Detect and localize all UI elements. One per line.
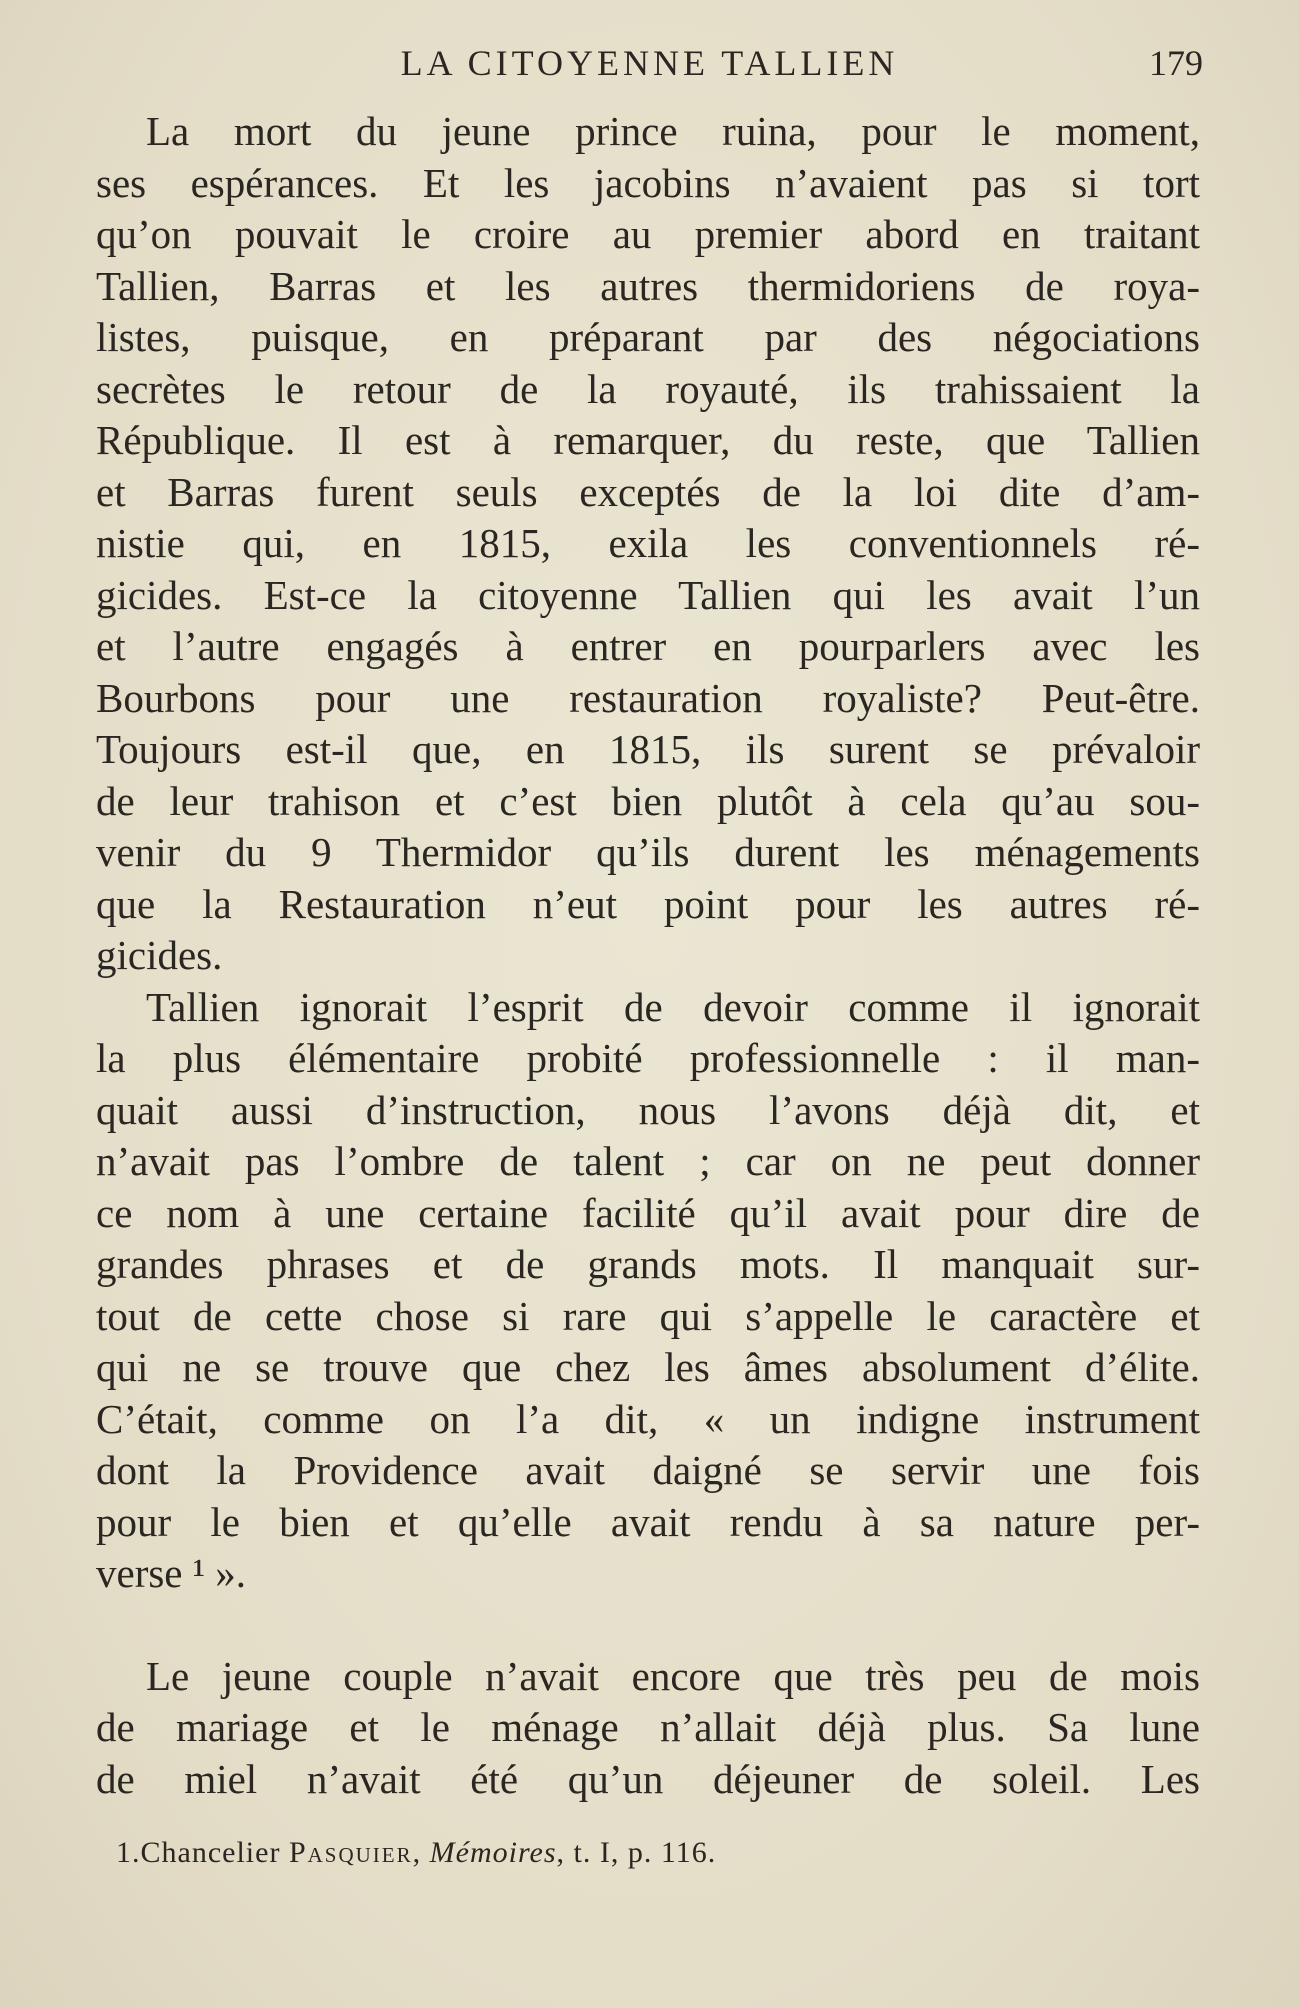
text-line: listes, puisque, en préparant par des négociations bbox=[96, 314, 1200, 360]
footnote-author-name: Pasquier bbox=[288, 1836, 413, 1869]
footnote-reference: , t. I, p. 116. bbox=[556, 1836, 717, 1869]
text-line: pour le bien et qu’elle avait rendu à sa nature per- bbox=[96, 1498, 1200, 1545]
text-line: n’avait pas l’ombre de talent ; car on ne peut donner bbox=[96, 1138, 1200, 1184]
text-line: Tallien ignorait l’esprit de devoir comme il ignorait bbox=[146, 983, 1200, 1030]
text-line: de leur trahison et c’est bien plutôt à cela qu’au sou- bbox=[96, 777, 1200, 824]
text-line: Bourbons pour une restauration royaliste? Peut-être. bbox=[96, 674, 1200, 721]
footnote-author-title: Chancelier bbox=[140, 1836, 289, 1869]
text-line: La mort du jeune prince ruina, pour le moment, bbox=[146, 108, 1200, 154]
text-line: C’était, comme on l’a dit, « un indigne instrument bbox=[96, 1395, 1200, 1442]
text-line: que la Restauration n’eut point pour les autres ré- bbox=[96, 880, 1200, 927]
footnote-work-title: Mémoires bbox=[429, 1836, 557, 1869]
text-line: venir du 9 Thermidor qu’ils durent les ménagements bbox=[96, 829, 1200, 875]
text-line: ce nom à une certaine facilité qu’il avait pour dire de bbox=[96, 1189, 1200, 1236]
running-head bbox=[0, 36, 1299, 96]
page-number: 179 bbox=[1149, 43, 1203, 83]
text-line: et Barras furent seuls exceptés de la loi dite d’am- bbox=[96, 468, 1200, 515]
text-line: gicides. Est-ce la citoyenne Tallien qui les avait l’un bbox=[96, 571, 1200, 618]
text-line: quait aussi d’instruction, nous l’avons déjà dit, et bbox=[96, 1086, 1200, 1133]
text-line: qu’on pouvait le croire au premier abord en traitant bbox=[96, 211, 1200, 257]
text-line: la plus élémentaire probité professionnelle : il man- bbox=[96, 1035, 1200, 1081]
text-line: dont la Providence avait daigné se servir une fois bbox=[96, 1447, 1200, 1493]
text-line: République. Il est à remarquer, du reste, que Tallien bbox=[96, 417, 1200, 463]
text-line: Le jeune couple n’avait encore que très peu de mois bbox=[146, 1652, 1200, 1699]
paragraph-gap bbox=[96, 1600, 1200, 1651]
text-line: secrètes le retour de la royauté, ils trahissaient la bbox=[96, 365, 1200, 412]
text-line: Tallien, Barras et les autres thermidoriens de roya- bbox=[96, 262, 1200, 309]
text-line: ses espérances. Et les jacobins n’avaient pas si tort bbox=[96, 159, 1200, 206]
text-line: qui ne se trouve que chez les âmes absolument d’élite. bbox=[96, 1344, 1200, 1390]
footnote bbox=[116, 1836, 716, 1870]
text-line: tout de cette chose si rare qui s’appelle le caractère et bbox=[96, 1292, 1200, 1339]
footnote-separator: , bbox=[412, 1836, 430, 1869]
text-line: verse ¹ ». bbox=[96, 1550, 247, 1596]
text-line: Toujours est-il que, en 1815, ils surent se prévaloir bbox=[96, 726, 1200, 772]
running-title: LA CITOYENNE TALLIEN bbox=[400, 43, 899, 83]
text-line: de miel n’avait été qu’un déjeuner de soleil. Les bbox=[96, 1755, 1200, 1802]
text-line: nistie qui, en 1815, exila les conventionnels ré- bbox=[96, 520, 1200, 566]
text-line: de mariage et le ménage n’allait déjà plus. Sa lune bbox=[96, 1704, 1200, 1750]
text-line: et l’autre engagés à entrer en pourparlers avec les bbox=[96, 623, 1200, 669]
body-text bbox=[96, 106, 1200, 1805]
text-line: grandes phrases et de grands mots. Il manquait sur- bbox=[96, 1241, 1200, 1287]
footnote-marker: 1. bbox=[116, 1836, 141, 1869]
text-line: gicides. bbox=[96, 932, 223, 978]
